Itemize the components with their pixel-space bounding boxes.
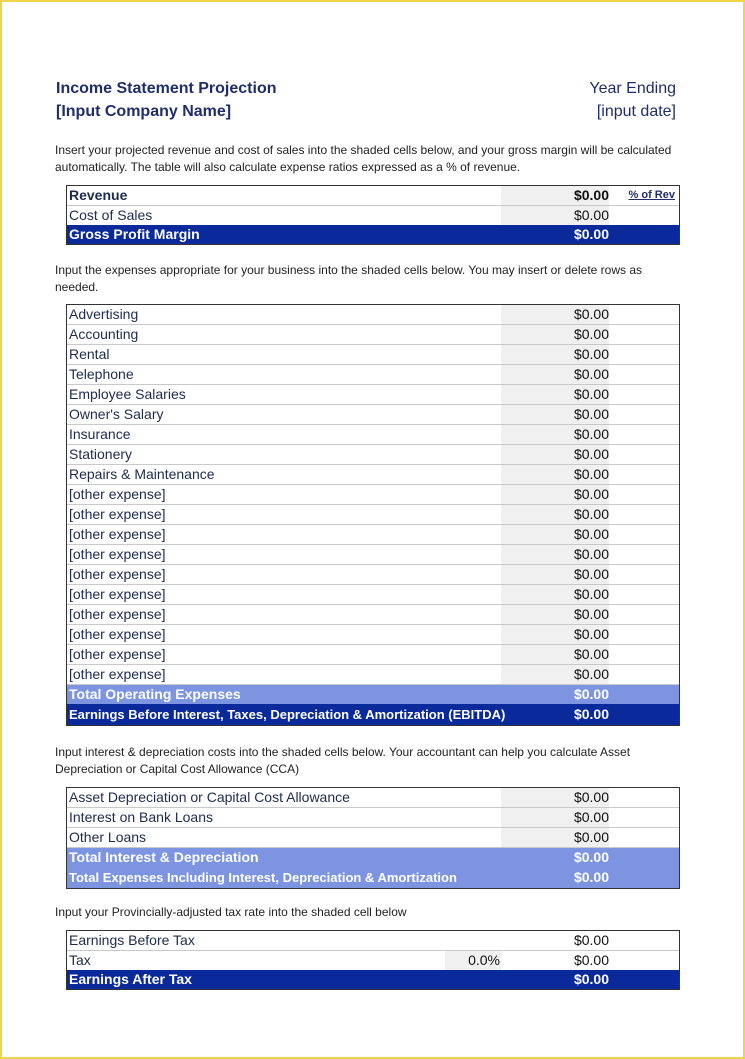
row-label: [other expense] — [69, 626, 166, 642]
row-label: Owner's Salary — [69, 406, 164, 422]
row-value[interactable]: $0.00 — [573, 526, 609, 542]
row-label: [other expense] — [69, 666, 166, 682]
ebitda-value: $0.00 — [573, 706, 609, 722]
table-row — [67, 525, 679, 545]
row-value[interactable]: $0.00 — [573, 306, 609, 322]
row-label: Rental — [69, 346, 110, 362]
row-value[interactable]: $0.00 — [573, 809, 609, 825]
table-row — [67, 325, 679, 345]
row-value[interactable]: $0.00 — [573, 646, 609, 662]
tax-table — [66, 930, 680, 990]
expenses-table — [66, 304, 680, 726]
row-value[interactable]: $0.00 — [573, 486, 609, 502]
row-label: Gross Profit Margin — [69, 226, 200, 242]
row-value[interactable]: $0.00 — [573, 586, 609, 602]
revenue-row — [67, 186, 679, 206]
table-row — [67, 425, 679, 445]
revenue-value[interactable]: $0.00 — [573, 187, 609, 203]
row-value[interactable]: $0.00 — [573, 566, 609, 582]
row-value[interactable]: $0.00 — [573, 426, 609, 442]
pct-of-rev-header: % of Rev — [628, 189, 675, 201]
page-title: Income Statement Projection — [56, 80, 277, 97]
row-label: Total Interest & Depreciation — [69, 849, 259, 865]
row-label: Telephone — [69, 366, 134, 382]
row-value[interactable]: $0.00 — [573, 606, 609, 622]
revenue-instructions: Insert your projected revenue and cost of sales into the shaded cells below, and your gross margin will be calculated automatically. The table will also calculate expense ratios expressed as a % of revenue. — [55, 143, 672, 174]
row-label: [other expense] — [69, 566, 166, 582]
row-label: [other expense] — [69, 646, 166, 662]
table-row — [67, 485, 679, 505]
row-label: [other expense] — [69, 586, 166, 602]
row-label: Employee Salaries — [69, 386, 186, 402]
total-operating-expenses-value: $0.00 — [573, 686, 609, 702]
cost-of-sales-value[interactable]: $0.00 — [573, 207, 609, 223]
row-value[interactable]: $0.00 — [573, 506, 609, 522]
row-value[interactable]: $0.00 — [573, 346, 609, 362]
table-row — [67, 505, 679, 525]
input-date[interactable]: [input date] — [596, 103, 676, 120]
table-row — [67, 385, 679, 405]
row-value[interactable]: $0.00 — [573, 406, 609, 422]
total-expenses-value: $0.00 — [573, 869, 609, 885]
row-label: Total Operating Expenses — [69, 686, 241, 702]
total-expenses-row — [67, 867, 679, 888]
gross-profit-value: $0.00 — [573, 226, 609, 242]
row-label: Asset Depreciation or Capital Cost Allowance — [69, 789, 350, 805]
row-value[interactable]: $0.00 — [573, 546, 609, 562]
table-row — [67, 345, 679, 365]
table-row — [67, 645, 679, 665]
table-row — [67, 665, 679, 685]
row-label: Earnings Before Interest, Taxes, Depreciation & Amortization (EBITDA) — [69, 707, 506, 722]
expense-rows — [67, 305, 679, 685]
tax-instructions: Input your Provincially-adjusted tax rate into the shaded cell below — [55, 905, 407, 919]
table-row — [67, 625, 679, 645]
row-label: Tax — [69, 952, 91, 968]
ebitda-row — [67, 704, 679, 725]
row-value[interactable]: $0.00 — [573, 466, 609, 482]
revenue-table — [66, 185, 680, 245]
row-label: Other Loans — [69, 829, 147, 845]
interest-table — [66, 787, 680, 889]
table-row — [67, 585, 679, 605]
row-value[interactable]: $0.00 — [573, 386, 609, 402]
row-value[interactable]: $0.00 — [573, 446, 609, 462]
eat-row — [67, 970, 679, 989]
table-row — [67, 305, 679, 325]
row-label: Cost of Sales — [69, 207, 153, 223]
total-operating-expenses-row — [67, 685, 679, 704]
company-name[interactable]: [Input Company Name] — [56, 103, 232, 120]
eat-value: $0.00 — [573, 971, 609, 987]
row-label: Repairs & Maintenance — [69, 466, 215, 482]
table-row — [67, 465, 679, 485]
row-value[interactable]: $0.00 — [573, 789, 609, 805]
row-label: Earnings After Tax — [69, 971, 192, 987]
year-ending-label: Year Ending — [589, 80, 676, 97]
table-row — [67, 808, 679, 828]
row-label: [other expense] — [69, 606, 166, 622]
total-interest-row — [67, 848, 679, 867]
table-row — [67, 565, 679, 585]
row-value[interactable]: $0.00 — [573, 829, 609, 845]
row-label: Earnings Before Tax — [69, 932, 195, 948]
table-row — [67, 405, 679, 425]
row-label: [other expense] — [69, 506, 166, 522]
table-row — [67, 365, 679, 385]
row-label: Advertising — [69, 306, 139, 322]
total-interest-value: $0.00 — [573, 849, 609, 865]
table-row — [67, 828, 679, 848]
row-value[interactable]: $0.00 — [573, 326, 609, 342]
table-row — [67, 605, 679, 625]
ebt-value: $0.00 — [573, 932, 609, 948]
row-label: Stationery — [69, 446, 133, 462]
interest-instructions: Input interest & depreciation costs into the shaded cells below. Your accountant can help you calculate Asset Depreciation or Capital Cost Allowance (CCA) — [55, 745, 631, 776]
tax-value: $0.00 — [573, 952, 609, 968]
row-label: [other expense] — [69, 526, 166, 542]
row-label: Accounting — [69, 326, 139, 342]
cost-of-sales-row — [67, 206, 679, 225]
row-label: Insurance — [69, 426, 131, 442]
table-row — [67, 545, 679, 565]
row-label: Revenue — [69, 187, 128, 203]
tax-row — [67, 951, 679, 970]
expenses-instructions: Input the expenses appropriate for your business into the shaded cells below. You may insert or delete rows as needed. — [55, 263, 643, 294]
row-label: Total Expenses Including Interest, Depreciation & Amortization — [69, 870, 457, 885]
table-row — [67, 445, 679, 465]
row-value[interactable]: $0.00 — [573, 666, 609, 682]
row-value[interactable]: $0.00 — [573, 626, 609, 642]
gross-profit-row — [67, 225, 679, 244]
row-label: Interest on Bank Loans — [69, 809, 213, 825]
ebt-row — [67, 931, 679, 951]
table-row — [67, 788, 679, 808]
row-value[interactable]: $0.00 — [573, 366, 609, 382]
tax-rate-input[interactable]: 0.0% — [468, 952, 500, 968]
row-label: [other expense] — [69, 486, 166, 502]
interest-rows — [67, 788, 679, 848]
row-label: [other expense] — [69, 546, 166, 562]
